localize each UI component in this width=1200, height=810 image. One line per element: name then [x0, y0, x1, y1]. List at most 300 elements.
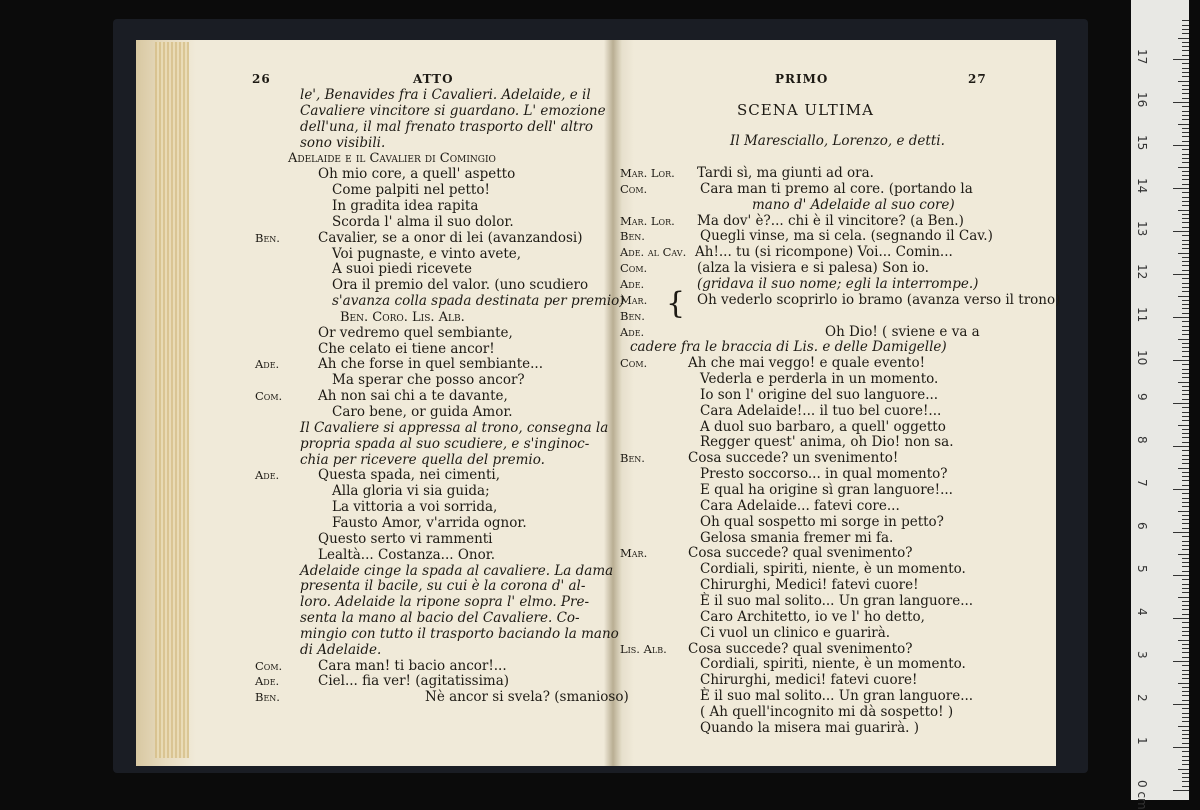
speaker-label: Mar.: [620, 546, 648, 561]
page-edges: [155, 42, 189, 758]
text-line: Vederla e perderla in un momento.: [700, 371, 939, 388]
text-line: ( Ah quell'incognito mi dà sospetto! ): [700, 703, 954, 720]
ruler-tick: [1182, 652, 1189, 653]
ruler-number: 2: [1135, 694, 1149, 702]
ruler-tick: [1182, 394, 1189, 395]
ruler-tick: [1173, 231, 1189, 232]
ruler-tick: [1182, 29, 1189, 30]
ruler-tick: [1182, 700, 1189, 701]
ruler-tick: [1182, 326, 1189, 327]
ruler-tick: [1182, 343, 1189, 344]
ruler-tick: [1182, 734, 1189, 735]
text-line: Cara man! ti bacio ancor!...: [318, 657, 507, 674]
ruler-tick: [1173, 317, 1189, 318]
text-line: Oh vederlo scoprirlo io bramo (avanza verso il trono): [697, 291, 1061, 308]
ruler-tick: [1178, 683, 1189, 684]
ruler-number: 6: [1135, 522, 1149, 530]
ruler-tick: [1182, 657, 1189, 658]
text-line: Cara Adelaide... fatevi core...: [700, 497, 900, 514]
ruler-tick: [1182, 463, 1189, 464]
ruler-tick: [1178, 253, 1189, 254]
ruler-tick: [1182, 562, 1189, 563]
text-line: Oh Dio! ( sviene e va a: [825, 323, 980, 340]
ruler-tick: [1182, 46, 1189, 47]
ruler-tick: [1182, 214, 1189, 215]
ruler-tick: [1182, 201, 1189, 202]
ruler-tick: [1182, 566, 1189, 567]
ruler-tick: [1182, 334, 1189, 335]
ruler-tick: [1182, 313, 1189, 314]
ruler-tick: [1173, 532, 1189, 533]
ruler-tick: [1178, 167, 1189, 168]
ruler-tick: [1182, 571, 1189, 572]
ruler-tick: [1182, 528, 1189, 529]
ruler-tick: [1182, 605, 1189, 606]
ruler-number: 1: [1135, 737, 1149, 745]
text-line: A duol suo barbaro, a quell' oggetto: [700, 418, 946, 435]
text-line: di Adelaide.: [300, 641, 382, 658]
ruler-tick: [1182, 179, 1189, 180]
ruler-number: 5: [1135, 565, 1149, 573]
ruler-tick: [1173, 575, 1189, 576]
text-line: Fausto Amor, v'arrida ognor.: [332, 514, 527, 531]
ruler-tick: [1182, 72, 1189, 73]
ruler-tick: [1182, 106, 1189, 107]
ruler-tick: [1182, 390, 1189, 391]
text-line: (alza la visiera e si palesa) Son io.: [697, 260, 929, 277]
text-line: Cavaliere vincitore si guardano. L' emozione: [300, 102, 606, 119]
text-line: Scorda l' alma il suo dolor.: [332, 213, 514, 230]
ruler-tick: [1182, 93, 1189, 94]
ruler-tick: [1182, 502, 1189, 503]
ruler-tick: [1182, 197, 1189, 198]
speaker-label: Com.: [620, 181, 648, 196]
running-header-left: ATTO: [413, 72, 454, 86]
speaker-label: Ade. al Cav.: [620, 245, 687, 260]
ruler-tick: [1182, 455, 1189, 456]
ruler-tick: [1182, 721, 1189, 722]
page-number-left: 26: [252, 72, 271, 86]
text-line: Io son l' origine del suo languore...: [700, 386, 939, 403]
ruler-tick: [1182, 287, 1189, 288]
text-line: s'avanza colla spada destinata per premio): [332, 293, 625, 310]
speaker-label: Ben.: [255, 230, 280, 245]
ruler-tick: [1182, 545, 1189, 546]
ruler-tick: [1182, 175, 1189, 176]
ruler-tick: [1182, 162, 1189, 163]
ruler-tick: [1182, 291, 1189, 292]
ruler-tick: [1182, 665, 1189, 666]
ruler-tick: [1182, 407, 1189, 408]
text-line: Chirurghi, medici! fatevi cuore!: [700, 672, 918, 689]
ruler-tick: [1182, 20, 1189, 21]
ruler-tick: [1182, 192, 1189, 193]
text-line: È il suo mal solito... Un gran languore...: [700, 688, 974, 705]
text-line: Cosa succede? un svenimento!: [688, 450, 899, 467]
ruler-tick: [1182, 222, 1189, 223]
text-line: Quando la misera mai guarirà. ): [700, 719, 920, 736]
ruler-tick: [1182, 171, 1189, 172]
ruler-tick: [1178, 640, 1189, 641]
ruler-tick: [1182, 579, 1189, 580]
text-line: presenta il bacile, su cui è la corona d' al-: [300, 578, 586, 595]
text-line: Ah non sai chi a te davante,: [318, 388, 508, 405]
book-gutter: [604, 40, 622, 766]
text-line: senta la mano al bacio del Cavaliere. Co-: [300, 610, 580, 627]
speaker-label: Ben.: [620, 308, 645, 323]
ruler-tick: [1182, 356, 1189, 357]
ruler-tick: [1173, 618, 1189, 619]
ruler-tick: [1182, 764, 1189, 765]
ruler-tick: [1182, 687, 1189, 688]
text-line: mano d' Adelaide al suo core): [752, 196, 955, 213]
ruler-tick: [1182, 459, 1189, 460]
text-line: Alla gloria vi sia guida;: [332, 483, 490, 500]
text-line: La vittoria a voi sorrida,: [332, 499, 498, 516]
ruler-tick: [1182, 498, 1189, 499]
text-line: Ah!... tu (si ricompone) Voi... Comin...: [695, 244, 953, 261]
text-line: Regger quest' anima, oh Dio! non sa.: [700, 434, 954, 451]
ruler-tick: [1182, 205, 1189, 206]
text-line: propria spada al suo scudiere, e s'inginoc-: [300, 435, 590, 452]
ruler-tick: [1173, 403, 1189, 404]
ruler-tick: [1182, 429, 1189, 430]
running-header-right: PRIMO: [775, 72, 829, 86]
ruler-tick: [1182, 377, 1189, 378]
ruler-number: 14: [1135, 178, 1149, 194]
text-line: loro. Adelaide la ripone sopra l' elmo. Pre-: [300, 594, 590, 611]
ruler-tick: [1178, 769, 1189, 770]
ruler-tick: [1182, 89, 1189, 90]
ruler-tick: [1173, 489, 1189, 490]
text-line: A suoi piedi ricevete: [332, 261, 472, 278]
brace-glyph: {: [666, 285, 686, 321]
ruler-tick: [1182, 437, 1189, 438]
ruler-tick: [1182, 695, 1189, 696]
ruler-tick: [1182, 308, 1189, 309]
ruler-tick: [1182, 351, 1189, 352]
ruler-tick: [1182, 330, 1189, 331]
ruler-tick: [1182, 55, 1189, 56]
ruler-tick: [1182, 136, 1189, 137]
text-line: Voi pugnaste, e vinto avete,: [332, 245, 522, 262]
ruler-tick: [1182, 541, 1189, 542]
ruler-tick: [1182, 154, 1189, 155]
scene-persons: Il Maresciallo, Lorenzo, e detti.: [730, 133, 945, 149]
text-line: Quegli vinse, ma si cela. (segnando il Cav.): [700, 228, 993, 245]
ruler-tick: [1173, 747, 1189, 748]
ruler-tick: [1182, 708, 1189, 709]
speaker-label: Ade.: [620, 324, 645, 339]
speaker-label: Com.: [255, 658, 283, 673]
ruler-tick: [1182, 786, 1189, 787]
ruler-tick: [1182, 433, 1189, 434]
ruler-tick: [1178, 382, 1189, 383]
speaker-label: Com.: [620, 356, 648, 371]
ruler-tick: [1182, 450, 1189, 451]
ruler-number: 16: [1135, 92, 1149, 108]
ruler-tick: [1173, 59, 1189, 60]
ruler-tick: [1182, 132, 1189, 133]
ruler-tick: [1178, 38, 1189, 39]
ruler-tick: [1182, 635, 1189, 636]
ruler-tick: [1182, 119, 1189, 120]
ruler-number: 4: [1135, 608, 1149, 616]
ruler-tick: [1182, 257, 1189, 258]
ruler-tick: [1182, 68, 1189, 69]
measurement-ruler: [1131, 0, 1189, 810]
ruler-tick: [1182, 278, 1189, 279]
ruler-tick: [1182, 420, 1189, 421]
ruler-tick: [1182, 777, 1189, 778]
text-line: Or vedremo quel sembiante,: [318, 324, 513, 341]
ruler-tick: [1182, 678, 1189, 679]
ruler-tick: [1182, 592, 1189, 593]
text-line: Ah che forse in quel sembiante...: [318, 356, 544, 373]
ruler-tick: [1182, 33, 1189, 34]
ruler-tick: [1182, 480, 1189, 481]
speaker-label: Ade.: [255, 468, 280, 483]
ruler-tick: [1173, 661, 1189, 662]
text-line: Come palpiti nel petto!: [332, 182, 490, 199]
ruler-tick: [1182, 85, 1189, 86]
ruler-tick: [1173, 102, 1189, 103]
ruler-tick: [1182, 369, 1189, 370]
ruler-tick: [1178, 339, 1189, 340]
ruler-tick: [1182, 536, 1189, 537]
ruler-tick: [1182, 756, 1189, 757]
ruler-number: 0 cm: [1135, 780, 1149, 810]
ruler-tick: [1182, 515, 1189, 516]
ruler-number: 15: [1135, 135, 1149, 151]
page-number-right: 27: [968, 72, 987, 86]
speaker-label: Mar.: [620, 292, 648, 307]
ruler-tick: [1182, 674, 1189, 675]
ruler-tick: [1178, 554, 1189, 555]
ruler-number: 17: [1135, 49, 1149, 65]
ruler-tick: [1182, 648, 1189, 649]
text-line: Adelaide e il Cavalier di Comingio: [288, 151, 496, 167]
ruler-tick: [1182, 184, 1189, 185]
ruler-tick: [1182, 476, 1189, 477]
ruler-tick: [1182, 115, 1189, 116]
ruler-tick: [1173, 704, 1189, 705]
text-line: (gridava il suo nome; egli la interrompe.): [697, 275, 979, 292]
ruler-number: 13: [1135, 221, 1149, 237]
ruler-tick: [1182, 364, 1189, 365]
ruler-tick: [1182, 248, 1189, 249]
text-line: Gelosa smania fremer mi fa.: [700, 529, 894, 546]
ruler-tick: [1182, 261, 1189, 262]
ruler-tick: [1182, 760, 1189, 761]
text-line: chia per ricevere quella del premio.: [300, 451, 545, 468]
text-line: Adelaide cinge la spada al cavaliere. La dama: [300, 562, 614, 579]
text-line: Ora il premio del valor. (uno scudiero: [332, 277, 589, 294]
text-line: Presto soccorso... in qual momento?: [700, 466, 948, 483]
ruler-tick: [1178, 468, 1189, 469]
ruler-tick: [1178, 124, 1189, 125]
ruler-number: 9: [1135, 393, 1149, 401]
ruler-tick: [1182, 493, 1189, 494]
text-line: Caro bene, or guida Amor.: [332, 404, 513, 420]
text-line: Il Cavaliere si appressa al trono, consegna la: [300, 419, 609, 436]
ruler-tick: [1178, 597, 1189, 598]
speaker-label: Mar. Lor.: [620, 166, 675, 180]
ruler-tick: [1182, 519, 1189, 520]
ruler-tick: [1182, 622, 1189, 623]
ruler-tick: [1182, 588, 1189, 589]
text-line: Cosa succede? qual svenimento?: [688, 545, 913, 562]
ruler-tick: [1173, 790, 1189, 791]
ruler-tick: [1173, 188, 1189, 189]
ruler-tick: [1182, 614, 1189, 615]
ruler-tick: [1182, 751, 1189, 752]
ruler-tick: [1182, 42, 1189, 43]
ruler-tick: [1182, 25, 1189, 26]
ruler-number: 8: [1135, 436, 1149, 444]
text-line: Cosa succede? qual svenimento?: [688, 640, 913, 657]
speaker-label: Ben.: [620, 451, 645, 466]
ruler-tick: [1182, 743, 1189, 744]
text-line: Cara Adelaide!... il tuo bel cuore!...: [700, 402, 942, 419]
speaker-label: Ade.: [255, 357, 280, 372]
ruler-tick: [1173, 274, 1189, 275]
ruler-tick: [1182, 781, 1189, 782]
ruler-tick: [1182, 76, 1189, 77]
ruler-tick: [1182, 265, 1189, 266]
ruler-tick: [1182, 240, 1189, 241]
ruler-tick: [1182, 730, 1189, 731]
text-line: Cara man ti premo al core. (portando la: [700, 180, 973, 197]
text-line: Ma dov' è?... chi è il vincitore? (a Ben.): [697, 212, 964, 229]
ruler-tick: [1182, 128, 1189, 129]
speaker-label: Ben.: [620, 229, 645, 244]
ruler-number: 11: [1135, 307, 1149, 323]
text-line: Oh qual sospetto mi sorge in petto?: [700, 513, 944, 530]
ruler-tick: [1182, 691, 1189, 692]
ruler-tick: [1182, 558, 1189, 559]
speaker-label: Com.: [620, 261, 648, 276]
text-line: Ci vuol un clinico e guarirà.: [700, 624, 891, 641]
speaker-label: Ade.: [620, 276, 645, 291]
ruler-tick: [1178, 425, 1189, 426]
text-line: Ciel... fia ver! (agitatissima): [318, 673, 510, 690]
ruler-tick: [1182, 713, 1189, 714]
ruler-tick: [1182, 631, 1189, 632]
speaker-label: Ben.: [255, 690, 280, 705]
ruler-tick: [1182, 158, 1189, 159]
ruler-tick: [1182, 304, 1189, 305]
text-line: Cordiali, spiriti, niente, è un momento.: [700, 656, 966, 673]
ruler-tick: [1178, 296, 1189, 297]
text-line: Ah che mai veggo! e quale evento!: [688, 355, 926, 372]
ruler-tick: [1182, 442, 1189, 443]
ruler-tick: [1182, 244, 1189, 245]
text-line: Che celato ei tiene ancor!: [318, 340, 495, 357]
text-line: Ben. Coro. Lis. Alb.: [340, 309, 465, 325]
speaker-label: Ade.: [255, 674, 280, 689]
text-line: Cavalier, se a onor di lei (avanzandosi): [318, 229, 583, 246]
ruler-tick: [1182, 738, 1189, 739]
text-line: Oh mio core, a quell' aspetto: [318, 166, 516, 183]
text-line: Caro Architetto, io ve l' ho detto,: [700, 608, 925, 625]
ruler-tick: [1173, 145, 1189, 146]
ruler-tick: [1182, 218, 1189, 219]
ruler-number: 3: [1135, 651, 1149, 659]
ruler-tick: [1182, 98, 1189, 99]
text-line: Tardi sì, ma giunti ad ora.: [697, 165, 874, 181]
ruler-tick: [1182, 472, 1189, 473]
text-line: mingio con tutto il trasporto baciando la mano: [300, 625, 619, 642]
ruler-tick: [1178, 210, 1189, 211]
ruler-number: 12: [1135, 264, 1149, 280]
ruler-tick: [1182, 141, 1189, 142]
ruler-tick: [1182, 670, 1189, 671]
ruler-tick: [1182, 235, 1189, 236]
text-line: E qual ha origine sì gran languore!...: [700, 482, 953, 498]
text-line: sono visibili.: [300, 134, 386, 151]
text-line: Chirurghi, Medici! fatevi cuore!: [700, 577, 919, 594]
text-line: Questo serto vi rammenti: [318, 530, 493, 547]
ruler-tick: [1178, 511, 1189, 512]
ruler-number: 10: [1135, 350, 1149, 366]
ruler-tick: [1182, 300, 1189, 301]
ruler-tick: [1182, 717, 1189, 718]
ruler-tick: [1173, 360, 1189, 361]
text-line: Lealtà... Costanza... Onor.: [318, 546, 495, 563]
ruler-tick: [1182, 644, 1189, 645]
text-line: In gradita idea rapita: [332, 197, 479, 214]
speaker-label: Mar. Lor.: [620, 213, 675, 228]
ruler-tick: [1182, 283, 1189, 284]
ruler-tick: [1182, 627, 1189, 628]
text-line: dell'una, il mal frenato trasporto dell' altro: [300, 118, 593, 135]
ruler-tick: [1182, 416, 1189, 417]
ruler-tick: [1178, 81, 1189, 82]
ruler-tick: [1182, 50, 1189, 51]
text-line: Questa spada, nei cimenti,: [318, 467, 501, 484]
ruler-tick: [1182, 485, 1189, 486]
ruler-tick: [1182, 506, 1189, 507]
ruler-tick: [1182, 111, 1189, 112]
ruler-tick: [1178, 726, 1189, 727]
ruler-tick: [1173, 446, 1189, 447]
ruler-tick: [1182, 227, 1189, 228]
scene-title: SCENA ULTIMA: [737, 101, 874, 119]
ruler-tick: [1182, 270, 1189, 271]
ruler-tick: [1182, 386, 1189, 387]
ruler-tick: [1182, 412, 1189, 413]
ruler-tick: [1182, 321, 1189, 322]
text-line: È il suo mal solito... Un gran languore...: [700, 592, 974, 609]
ruler-number: 7: [1135, 479, 1149, 487]
text-line: Cordiali, spiriti, niente, è un momento.: [700, 561, 966, 578]
ruler-tick: [1182, 584, 1189, 585]
speaker-label: Com.: [255, 389, 283, 404]
ruler-tick: [1182, 773, 1189, 774]
ruler-tick: [1182, 373, 1189, 374]
text-line: Nè ancor si svela? (smanioso): [425, 689, 629, 706]
ruler-tick: [1182, 549, 1189, 550]
speaker-label: Lis. Alb.: [620, 641, 667, 656]
ruler-tick: [1182, 149, 1189, 150]
ruler-tick: [1182, 523, 1189, 524]
text-line: le', Benavides fra i Cavalieri. Adelaide, e il: [300, 87, 591, 103]
ruler-tick: [1182, 601, 1189, 602]
ruler-tick: [1182, 609, 1189, 610]
text-line: Ma sperar che posso ancor?: [332, 372, 525, 389]
text-line: cadere fra le braccia di Lis. e delle Damigelle): [630, 339, 947, 356]
